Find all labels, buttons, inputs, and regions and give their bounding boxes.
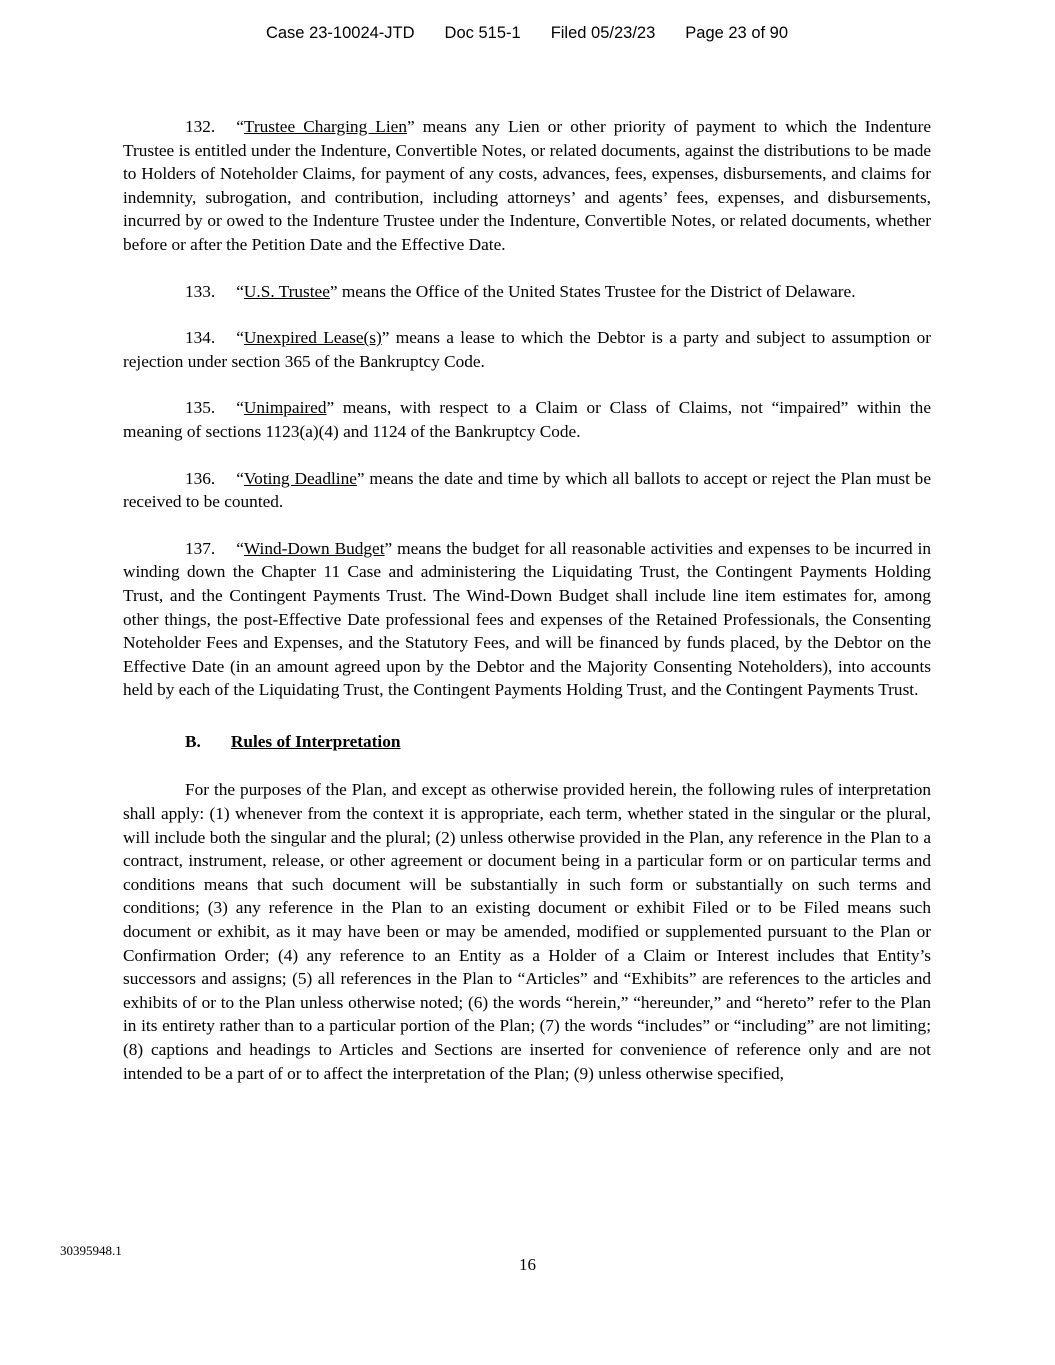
definition-text: ” means the budget for all reasonable activities and expenses to be incurred in winding down the Chapter 11 Case and administering the Liquidating Trust, the Contingent Payments Holding Trust, and the Contingent Payments Trust. The Wind-Down Budget shall include line item estimates for, among other things, the post-Effective Date professional fees and expenses of the Retained Professionals, the Consenting Noteholder Fees and Expenses, and the Statutory Fees, and will be financed by funds placed, by the Debtor on the Effective Date (in an amount agreed upon by the Debtor and the Majority Consenting Noteholders), into accounts held by each of the Liquidating Trust, the Contingent Payments Holding Trust, and the Contingent Payments Trust. <box>123 538 932 700</box>
definition-text: ” means, with respect to a Claim or Class of Claims, not “impaired” within the meaning of sections 1123(a)(4) and 1124 of the Bankruptcy Code. <box>123 398 931 441</box>
defined-term: Unexpired Lease(s) <box>243 328 382 348</box>
doc-number: Doc 515-1 <box>444 24 521 42</box>
section-title: Rules of Interpretation <box>230 731 401 751</box>
defined-term: Voting Deadline <box>243 468 357 488</box>
footer-doc-id: 30395948.1 <box>60 1243 122 1258</box>
paragraph-number: 133. <box>185 281 216 301</box>
definition-paragraph-135 <box>123 396 931 443</box>
defined-term: Unimpaired <box>243 398 327 418</box>
definition-paragraph-136 <box>123 467 931 514</box>
definition-text: ” means any Lien or other priority of payment to which the Indenture Trustee is entitled under the Indenture, Convertible Notes, or related documents, against the distributions to be made to Holders of Noteholder Claims, for payment of any costs, advances, fees, expenses, disbursements, and claims for indemnity, subrogation, and contribution, including attorneys’ and agents’ fees, expenses, and disbursements, incurred by or owed to the Indenture Trustee under the Indenture, Convertible Notes, or related documents, whether before or after the Petition Date and the Effective Date. <box>123 117 931 254</box>
open-quote: “ <box>236 117 244 136</box>
open-quote: “ <box>236 281 244 301</box>
open-quote: “ <box>236 538 244 558</box>
section-heading <box>185 730 931 754</box>
filed-date: Filed 05/23/23 <box>550 24 656 42</box>
defined-term: U.S. Trustee <box>243 281 330 301</box>
definition-text: ” means a lease to which the Debtor is a party and subject to assumption or rejection under section 365 of the Bankruptcy Code. <box>123 328 931 371</box>
paragraph-number: 132. <box>185 117 216 136</box>
definition-text: ” means the Office of the United States Trustee for the District of Delaware. <box>329 281 856 301</box>
definition-paragraph-134 <box>123 326 931 373</box>
paragraph-number: 137. <box>185 538 216 558</box>
defined-term: Trustee Charging Lien <box>243 117 407 136</box>
case-header <box>123 24 931 43</box>
interpretation-paragraph: For the purposes of the Plan, and except as otherwise provided herein, the following rules of interpretation shall apply: (1) whenever from the context it is appropriate, each term, whether stated in the singular or the plural, will include both the singular and the plural; (2) unless otherwise provided in the Plan, any reference in the Plan to a contract, instrument, release, or other agreement or document being in a particular form or on particular terms and conditions means that such document will be substantially in such form or substantially on such terms and conditions; (3) any reference in the Plan to an existing document or exhibit Filed or to be Filed means such document or exhibit, as it may have been or may be amended, modified or supplemented pursuant to the Plan or Confirmation Order; (4) any reference to an Entity as a Holder of a Claim or Interest includes that Entity’s successors and assigns; (5) all references in the Plan to “Articles” and “Exhibits” are references to the articles and exhibits of or to the Plan unless otherwise noted; (6) the words “herein,” “hereunder,” and “hereto” refer to the Plan in its entirety rather than to a particular portion of the Plan; (7) the words “includes” or “including” are not limiting; (8) captions and headings to Articles and Sections are inserted for convenience of reference only and are not intended to be a part of or to affect the interpretation of the Plan; (9) unless otherwise specified, <box>123 780 931 1083</box>
footer-page-number: 16 <box>519 1255 536 1274</box>
section-letter: B. <box>185 731 201 751</box>
case-number: Case 23-10024-JTD <box>265 24 415 42</box>
paragraph-number: 135. <box>185 398 216 418</box>
paragraph-number: 136. <box>185 468 216 488</box>
open-quote: “ <box>236 398 244 418</box>
definition-paragraph-133 <box>123 280 931 304</box>
document-body <box>123 115 931 1085</box>
open-quote: “ <box>236 468 244 488</box>
open-quote: “ <box>236 328 244 348</box>
definition-paragraph-137 <box>123 537 931 702</box>
definition-text: ” means the date and time by which all ballots to accept or reject the Plan must be received to be counted. <box>123 468 931 512</box>
defined-term: Wind-Down Budget <box>243 538 385 558</box>
definition-paragraph-132 <box>123 115 931 257</box>
page-of: Page 23 of 90 <box>685 24 789 42</box>
paragraph-number: 134. <box>185 328 216 348</box>
